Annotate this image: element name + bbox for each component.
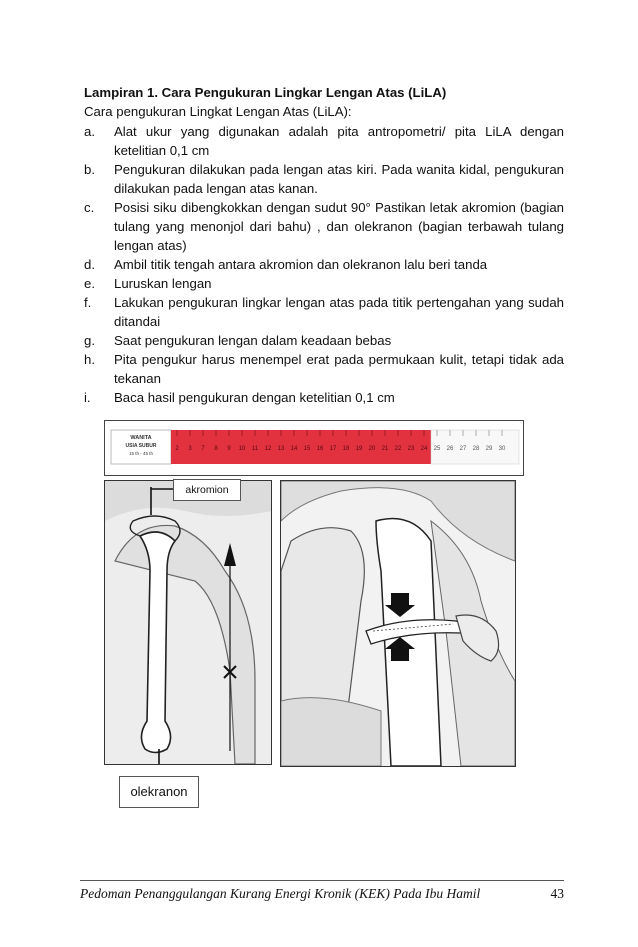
list-text: Baca hasil pengukuran dengan ketelitian 0,1 cm: [114, 390, 395, 405]
tape-number: 23: [407, 446, 415, 452]
olekranon-label: olekranon: [119, 776, 199, 808]
list-item: [84, 255, 564, 274]
tape-number: 13: [277, 446, 285, 452]
steps-list: [84, 122, 564, 407]
tape-number: 12: [264, 446, 272, 452]
list-item: [84, 331, 564, 350]
list-letter: a.: [84, 124, 95, 139]
page-title: Lampiran 1. Cara Pengukuran Lingkar Lengan Atas (LiLA): [84, 85, 447, 100]
tape-number: 9: [227, 446, 231, 452]
tape-number: 10: [238, 446, 246, 452]
list-letter: g.: [84, 333, 95, 348]
list-item: [84, 388, 564, 407]
arm-bone-illustration: [104, 480, 272, 765]
tape-number: 25: [433, 446, 441, 452]
list-text: Lakukan pengukuran lingkar lengan atas pada titik pertengahan yang sudah ditandai: [114, 295, 564, 329]
tape-label-line2: USIA SUBUR: [125, 443, 157, 449]
list-text: Luruskan lengan: [114, 276, 212, 291]
tape-number: 14: [290, 446, 298, 452]
list-text: Pengukuran dilakukan pada lengan atas kiri. Pada wanita kidal, pengukuran dilakukan pada lengan atas kanan.: [114, 162, 564, 196]
tape-number: 17: [329, 446, 337, 452]
list-text: Saat pengukuran lengan dalam keadaan bebas: [114, 333, 392, 348]
page-footer: [80, 880, 564, 901]
tape-number: 7: [201, 446, 205, 452]
tape-number: 29: [485, 446, 493, 452]
list-item: [84, 122, 564, 160]
list-item: [84, 274, 564, 293]
list-text: Pita pengukur harus menempel erat pada permukaan kulit, tetapi tidak ada tekanan: [114, 352, 564, 386]
list-text: Posisi siku dibengkokkan dengan sudut 90° Pastikan letak akromion (bagian tulang yang menonjol dari bahu) , dan olekranon (bagian terbawah tulang lengan atas): [114, 200, 564, 253]
list-letter: d.: [84, 257, 95, 272]
akromion-label: akromion: [173, 479, 241, 501]
tape-number: 27: [459, 446, 467, 452]
list-text: Ambil titik tengah antara akromion dan olekranon lalu beri tanda: [114, 257, 488, 272]
list-letter: c.: [84, 200, 95, 215]
tape-number: 26: [446, 446, 454, 452]
tape-number: 18: [342, 446, 350, 452]
tape-red-section: [171, 430, 431, 464]
tape-number: 3: [188, 446, 192, 452]
list-letter: e.: [84, 276, 95, 291]
tape-number: 21: [381, 446, 389, 452]
tape-label-line3: 15 th - 45 th: [128, 451, 154, 456]
tape-number: 20: [368, 446, 376, 452]
list-text: Alat ukur yang digunakan adalah pita antropometri/ pita LiLA dengan ketelitian 0,1 cm: [114, 124, 564, 158]
footer-title: Pedoman Penanggulangan Kurang Energi Kronik (KEK) Pada Ibu Hamil: [80, 886, 481, 901]
arm-measurement-illustration: [280, 480, 516, 767]
page-number: 43: [550, 886, 564, 901]
tape-number: 2: [175, 446, 179, 452]
tape-number: 16: [316, 446, 324, 452]
list-letter: b.: [84, 162, 95, 177]
list-letter: h.: [84, 352, 95, 367]
tape-number: 30: [498, 446, 506, 452]
list-item: [84, 198, 564, 255]
tape-number: 19: [355, 446, 363, 452]
tape-number: 24: [420, 446, 428, 452]
tape-number: 28: [472, 446, 480, 452]
list-item: [84, 160, 564, 198]
tape-label-line1: WANITA: [130, 435, 152, 441]
tape-number: 8: [214, 446, 218, 452]
lila-tape-image: [104, 420, 524, 476]
list-letter: i.: [84, 390, 91, 405]
tape-number: 11: [251, 446, 259, 452]
list-item: [84, 350, 564, 388]
list-item: [84, 293, 564, 331]
list-letter: f.: [84, 295, 92, 310]
tape-number: 15: [303, 446, 311, 452]
page-subtitle: Cara pengukuran Lingkat Lengan Atas (LiLA):: [84, 104, 352, 119]
tape-number: 22: [394, 446, 402, 452]
